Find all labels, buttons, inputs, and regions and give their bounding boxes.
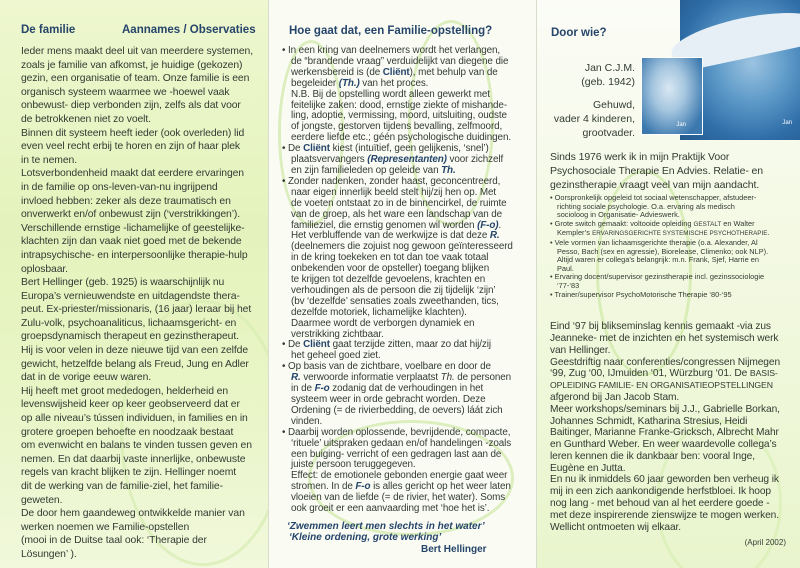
emphasis-segment: BASIS- <box>749 368 778 379</box>
text-segment: juiste persoon teruggegeven. <box>291 459 416 471</box>
birth-year: (geb. 1942) <box>581 76 635 88</box>
text-line <box>21 521 265 535</box>
text-segment: socioloog in Organisatie- Advieswerk. <box>557 210 680 220</box>
text-segment: de personen <box>454 372 512 384</box>
text-segment: zoals je familie van afkomst, je huidige (gekozen) <box>21 59 243 71</box>
text-line <box>21 330 265 344</box>
text-segment: stromen. In de <box>291 481 356 493</box>
text-segment: Wellicht ontmoeten wij elkaar. <box>550 521 682 533</box>
text-segment: voor zichzelf <box>446 154 504 166</box>
text-segment: feitelijke zaken: dood, ernstige ziekte of mishande- <box>291 99 508 111</box>
person-name: Jan C.J.M. <box>584 62 635 74</box>
text-line <box>550 321 792 333</box>
text-segment: Altijd waren er collega’s belangrijk: m.n. Frank, Sjef, Harrie en <box>557 255 759 265</box>
text-segment: Geestdriftig naar conferenties/congressen Nijmegen <box>550 356 781 368</box>
text-segment: Binnen dit systeem heeft ieder (ook overleden) lid <box>21 127 245 139</box>
text-segment: Ordening (= de rivierbedding, de oevers) láát zich <box>291 404 503 416</box>
text-segment: Lotsverbondenheid maakt dat eerdere ervaringen <box>21 168 244 180</box>
text-segment: • Op basis van de zichtbare, voelbare en door de <box>282 361 491 373</box>
text-segment: • Vele vormen van lichaamsgerichte therapie (o.a. Alexander, Al <box>550 237 758 247</box>
text-segment: onverwerkt en/of onbewust zijn (‘verstrikkingen’). <box>21 209 241 221</box>
intro-text <box>550 150 792 192</box>
text-line <box>550 164 792 178</box>
text-segment: de “brandende vraag” verduidelijkt van diegene die <box>291 55 509 67</box>
left-body-text <box>21 45 265 562</box>
text-line <box>21 167 265 181</box>
text-segment: in te nemen. <box>21 154 77 166</box>
text-line <box>21 181 265 195</box>
text-line <box>21 453 265 467</box>
text-line <box>21 127 265 141</box>
text-segment: verstrikking zichtbaar. <box>291 328 384 340</box>
fold-line <box>268 0 269 568</box>
text-segment: Meer workshops/seminars bij J.J., Gabrielle Borkan, <box>550 403 780 415</box>
text-line <box>21 290 265 304</box>
text-line <box>21 398 265 412</box>
text-line <box>550 150 792 164</box>
text-line <box>21 371 265 385</box>
text-segment: de betrokkenen niet zo voelt. <box>21 113 151 125</box>
middle-body-text <box>282 46 532 515</box>
text-segment: (bv ‘dezelfde’ sensaties zoals zweethanden, tics, <box>291 295 499 307</box>
status-line: grootvader. <box>582 127 635 139</box>
emphasis-segment: (Representanten) <box>367 154 447 166</box>
text-segment: naar eigen innerlijk beeld stelt hij/zij hen op. Met <box>291 186 497 198</box>
text-segment: nog lang - met behoud van al het eerdere goede - <box>550 498 770 510</box>
text-segment: van de groep, als het ware een landschap van de <box>291 208 503 220</box>
cv-bullets <box>550 194 792 299</box>
right-column <box>550 150 792 548</box>
text-segment: te krijgen tot dezelfde gevoelens, krachten en <box>291 274 486 286</box>
text-segment: Effect: de emotionele gebonden energie gaat weer <box>291 470 508 482</box>
text-segment: De door hem gaandeweg ontwikkelde manier van <box>21 508 245 520</box>
text-line <box>21 507 265 521</box>
text-line <box>21 276 265 290</box>
text-line <box>21 385 265 399</box>
text-segment: • Ervaring docent/supervisor gezinstherapie incl. gezinssociologie <box>550 272 765 282</box>
emphasis-segment: Th. <box>440 372 455 384</box>
text-segment: (mooi in de Duitse taal ook: ‘Therapie der <box>21 535 207 547</box>
emphasis-segment: Cliënt <box>382 66 410 78</box>
text-line <box>21 263 265 277</box>
text-line <box>21 208 265 222</box>
text-line <box>21 494 265 508</box>
text-segment: gezinstherapie vraagt veel van mijn aandacht. <box>550 179 760 191</box>
status-line: vader 4 kinderen, <box>553 113 635 125</box>
text-segment: plaatsvervangers <box>291 154 368 166</box>
text-segment: . <box>767 228 770 238</box>
text-segment: is alles gericht op het weer laten <box>370 481 511 493</box>
text-segment: zodanig dat de verhoudingen in het <box>329 383 484 395</box>
text-segment: in de <box>291 383 315 395</box>
text-segment: Sinds 1976 werk ik in mijn Praktijk Voor <box>550 151 730 163</box>
text-line <box>21 140 265 154</box>
text-segment: de voeten ontstaat zo in de binnencirkel, de ruimte <box>291 197 507 209</box>
emphasis-segment: F-o <box>314 383 330 395</box>
text-segment: Hij is voor velen in deze nieuwe tijd van een zelfde <box>21 345 248 357</box>
text-line <box>21 222 265 236</box>
text-line <box>21 466 265 480</box>
text-segment: van Hellinger. <box>550 344 611 356</box>
text-segment: onbekenden voor de opsteller) toegang blijken <box>291 263 490 275</box>
text-segment: verwoorde informatie verplaatst <box>300 372 441 384</box>
text-line <box>282 504 532 515</box>
heading-familie-opstelling: Hoe gaat dat, een Familie-opstelling? <box>289 25 493 37</box>
text-segment: Bert Hellinger (geb. 1925) is waarschijnlijk nu <box>21 277 225 289</box>
text-line <box>550 345 792 357</box>
text-segment: in de familie op ons-leven-van-nu ingrijpend <box>21 181 218 193</box>
text-line <box>550 522 792 534</box>
text-segment: eerdere liefde etc.; géén psychologische duidingen. <box>291 132 511 144</box>
text-segment: • Oorspronkelijk opgeleid tot sociaal wetenschapper, afstudeer- <box>550 193 757 202</box>
text-segment: om evenwicht en balans te vinden tussen geven en <box>21 440 252 452</box>
text-segment: dat in de vorige eeuw waren. <box>21 372 152 384</box>
text-line <box>21 534 265 548</box>
emphasis-segment: (F-o) <box>477 219 499 231</box>
text-segment: richting sociale psychologie. O.a. ervaring als medisch <box>557 201 735 211</box>
text-line <box>550 392 792 404</box>
text-line <box>21 86 265 100</box>
text-segment: levenswijsheid keer op keer geobserveerd dat er <box>21 399 240 411</box>
text-segment: onbewust- diep verbonden zijn, zelfs als dat voor <box>21 100 241 112</box>
text-segment: met deze inspirerende zienswijze te mogen werken. <box>550 509 779 521</box>
text-line <box>21 439 265 453</box>
text-segment: gewicht, hetzelfde belang als Freud, Jung en Adler <box>21 358 249 370</box>
text-segment: of jongste, gestorven tijdens bevalling, zelfmoord, <box>291 121 503 133</box>
text-line <box>550 357 792 369</box>
quote-zwemmen: ‘Zwemmen leert men slechts in het water’ <box>287 520 485 532</box>
text-segment: familieziel, die ernstig genomen wil worden <box>291 219 478 231</box>
text-line <box>21 358 265 372</box>
text-segment: begeleider <box>291 77 339 89</box>
text-segment: • De <box>282 339 304 351</box>
text-segment: peut. Ex-priester/missionaris, (16 jaar) leraar bij het <box>21 304 252 316</box>
text-segment: • De <box>282 143 304 155</box>
text-segment: Paul. <box>557 263 574 273</box>
text-segment: klachten zijn dan vaak niet goed met de bekende <box>21 236 242 248</box>
text-line <box>550 510 792 522</box>
text-line <box>21 195 265 209</box>
text-segment: verhoudingen als de persoon die zij tijdelijk ‘zijn’ <box>291 284 496 296</box>
text-segment: En nu ik inmiddels 60 jaar geworden ben verheug ik <box>550 474 779 486</box>
text-segment: Verschillende ernstige -lichamelijke of geestelijke- <box>21 222 245 234</box>
text-line <box>21 154 265 168</box>
emphasis-segment: Cliënt <box>303 339 330 351</box>
text-segment: Psychosociale Therapie En Advies. Relatie- en <box>550 165 764 177</box>
text-line <box>21 59 265 73</box>
text-segment: werken noemen we Familie-opstellen <box>21 521 190 533</box>
text-line <box>550 404 792 416</box>
text-line <box>21 249 265 263</box>
text-line <box>550 291 792 300</box>
text-segment: Het verbluffende van de werkwijze is dat deze <box>291 230 490 242</box>
text-segment: Ieder mens maakt deel uit van meerdere systemen, <box>21 46 253 57</box>
text-segment: grotere groepen behoefte en noodzaak bestaat <box>21 426 234 438</box>
text-segment: Eind ‘97 bij blikseminslag kennis gemaakt -via zus <box>550 321 771 333</box>
text-line <box>550 416 792 428</box>
text-line <box>21 113 265 127</box>
emphasis-segment: ERVARINGSGERICHTE SYSTEMISCHE PSYCHOTHERAPIE <box>592 230 768 238</box>
text-segment: • In een kring van deelnemers wordt het verlangen, <box>282 45 501 56</box>
text-segment: en Gunthard Weber. En weer waardevolle collega’s <box>550 439 777 451</box>
text-line <box>550 463 792 475</box>
text-line <box>550 333 792 345</box>
date-note: (April 2002) <box>744 538 786 548</box>
text-line <box>21 99 265 113</box>
text-segment: ), met behulp van de <box>409 66 498 78</box>
text-line <box>550 486 792 498</box>
text-line <box>550 474 792 486</box>
text-segment: gaat terzijde zitten, maar zo dat hij/zij <box>329 339 491 351</box>
text-segment: . <box>498 219 502 231</box>
photo-label: Jan <box>782 120 792 126</box>
text-segment: dezelfde motoriek, lichamelijke klachten). <box>291 306 467 318</box>
text-line <box>21 303 265 317</box>
text-line <box>21 344 265 358</box>
fold-line <box>536 0 537 568</box>
text-segment: Jeanneke- met de inzichten en het systemisch werk <box>550 332 779 344</box>
text-segment: het geheel goed ziet. <box>291 350 381 362</box>
text-segment: Eugène en Jutta. <box>550 462 626 474</box>
text-segment: leren kennen die ik dankbaar ben: vooral Inge, <box>550 450 755 462</box>
heading-aannames: Aannames / Observaties <box>122 24 256 36</box>
text-line <box>550 451 792 463</box>
text-segment: Johannes Schmidt, Katharina Stresius, Heidi <box>550 415 748 427</box>
text-line <box>21 548 265 562</box>
text-segment: ‘77-‘83 <box>557 280 580 290</box>
text-segment: op alle niveau’s tússen individuen, in families en in <box>21 413 248 425</box>
text-segment: in de kring toekeken en tot dan toe vaak totaal <box>291 252 489 264</box>
text-segment: (deelnemers die zojuist nog gewoon geïnteresseerd <box>291 241 513 253</box>
text-segment: gezin, een organisatie of team. Onze familie is een <box>21 73 250 85</box>
text-segment: van het proces. <box>359 77 429 89</box>
text-line <box>21 426 265 440</box>
portrait-photo-child <box>641 57 703 135</box>
text-segment: afgerond bij Jan Jacob Stam. <box>550 391 680 403</box>
emphasis-segment: F-o <box>355 481 371 493</box>
text-segment: organisch systeem waarmee we -hoewel vaak <box>21 86 230 98</box>
text-segment: oplosbaar. <box>21 263 68 275</box>
heading-door-wie: Door wie? <box>551 27 607 39</box>
heading-de-familie: De familie <box>21 24 76 36</box>
text-segment: nemen. En dat daarbij vaste innerlijke, onbewuste <box>21 453 246 465</box>
text-line <box>550 273 792 282</box>
text-segment: werkensbereid is (de <box>291 66 383 78</box>
text-segment: N.B. Bij de opstelling wordt alleen gewerkt met <box>291 88 490 100</box>
text-line <box>21 317 265 331</box>
text-line <box>21 235 265 249</box>
quote-author: Bert Hellinger <box>421 543 487 555</box>
emphasis-segment: GESTALT <box>693 220 722 228</box>
text-segment: Zulu-volk, psychoanaliticus, lichaamsgericht- en <box>21 317 237 329</box>
emphasis-segment: Cliënt <box>303 143 330 155</box>
text-segment: invloed hebben: zeker als deze traumatisch en <box>21 195 231 207</box>
text-line <box>550 368 792 380</box>
emphasis-segment: R. <box>489 230 500 242</box>
emphasis-segment: (Th.) <box>338 77 360 89</box>
text-segment: systeem weer in orde gebracht worden. Deze <box>291 394 486 405</box>
text-segment: kiest (intuïtief, geen gelijkenis, ‘snel’) <box>329 143 489 155</box>
name-block <box>554 61 635 140</box>
text-segment: • Zonder nadenken, zonder haast, geconcentreerd, <box>282 175 501 187</box>
text-line <box>550 427 792 439</box>
text-segment: Europa’s vernieuwendste en uitdagendste thera- <box>21 290 240 302</box>
text-line <box>550 498 792 510</box>
emphasis-segment: R. <box>291 372 301 384</box>
text-line <box>21 480 265 494</box>
text-segment: vinden. <box>291 415 323 427</box>
middle-column <box>282 46 532 555</box>
text-segment: en Walter <box>721 218 755 228</box>
text-segment: mij in een zich aankondigende herfstbloei. Ik hoop <box>550 486 771 498</box>
text-segment: dit de werking van de familie-ziel, het familie- <box>21 481 223 492</box>
text-segment: ling, adoptie, vermissing, moord, uitsluiting, oudste <box>291 110 507 122</box>
text-segment: Pesso, Bach (sex en agressie), Biorelease, Climenko; ook NLP). <box>557 246 769 256</box>
text-segment: en zijn familieleden op geleide van <box>291 164 442 176</box>
text-segment: even veel recht erbij te horen en zijn of haar plek <box>21 141 241 153</box>
text-line <box>550 178 792 192</box>
text-line <box>21 412 265 426</box>
text-segment: • Grote switch gemaakt: voltooide opleiding <box>550 218 694 228</box>
text-segment: • Daarbij worden oplossende, bevrijdende, compacte, <box>282 426 511 438</box>
quote-ordening: ‘Kleine ordening, grote werking’ <box>289 532 442 544</box>
status-line: Gehuwd, <box>592 99 635 111</box>
photo-label: Jan <box>676 122 686 128</box>
text-line <box>21 72 265 86</box>
text-segment: Kempler’s <box>557 228 593 238</box>
text-segment: vloeien van de liefde (= de rivier, het water). Soms <box>291 492 506 504</box>
text-segment: Daarmee wordt de verborgen dynamiek en <box>291 317 475 329</box>
emphasis-segment: OPLEIDING FAMILIE- EN ORGANISATIEOPSTELLINGEN <box>550 380 773 391</box>
text-line <box>550 256 792 265</box>
text-segment: geweten. <box>21 494 63 506</box>
text-segment: ook groeit er een aanvaarding met ‘hoe het is’. <box>291 503 490 515</box>
quotes <box>282 521 532 556</box>
text-segment: Baitinger, Marianne Franke-Gricksch, Albrecht Mahr <box>550 427 779 439</box>
text-segment: Lösungen’ ). <box>21 548 77 560</box>
emphasis-segment: Th. <box>441 164 456 176</box>
text-line <box>550 439 792 451</box>
history-text <box>550 321 792 533</box>
text-segment: Hij heeft met groot mededogen, helderheid en <box>21 385 229 397</box>
text-segment: regels van kracht blijken te zijn. Hellinger noemt <box>21 467 237 479</box>
text-line <box>550 380 792 392</box>
text-segment: • Trainer/supervisor PsychoMotorische Therapie ‘80-‘95 <box>550 289 732 299</box>
text-segment: een buiging- verricht of een gedragen last aan de <box>291 448 502 460</box>
text-line <box>21 45 265 59</box>
text-segment: ‘99, Zug ‘00, IJmuiden ‘01, Würzburg ‘01. De <box>550 368 750 380</box>
text-segment: intrapsychische- en interpersoonlijke therapie-hulp <box>21 249 248 261</box>
text-segment: ‘rituele’ uitspraken gedaan en/of handelingen -zoals <box>291 437 512 449</box>
text-segment: groepsdynamisch therapeut en gezinstherapeut. <box>21 331 239 343</box>
